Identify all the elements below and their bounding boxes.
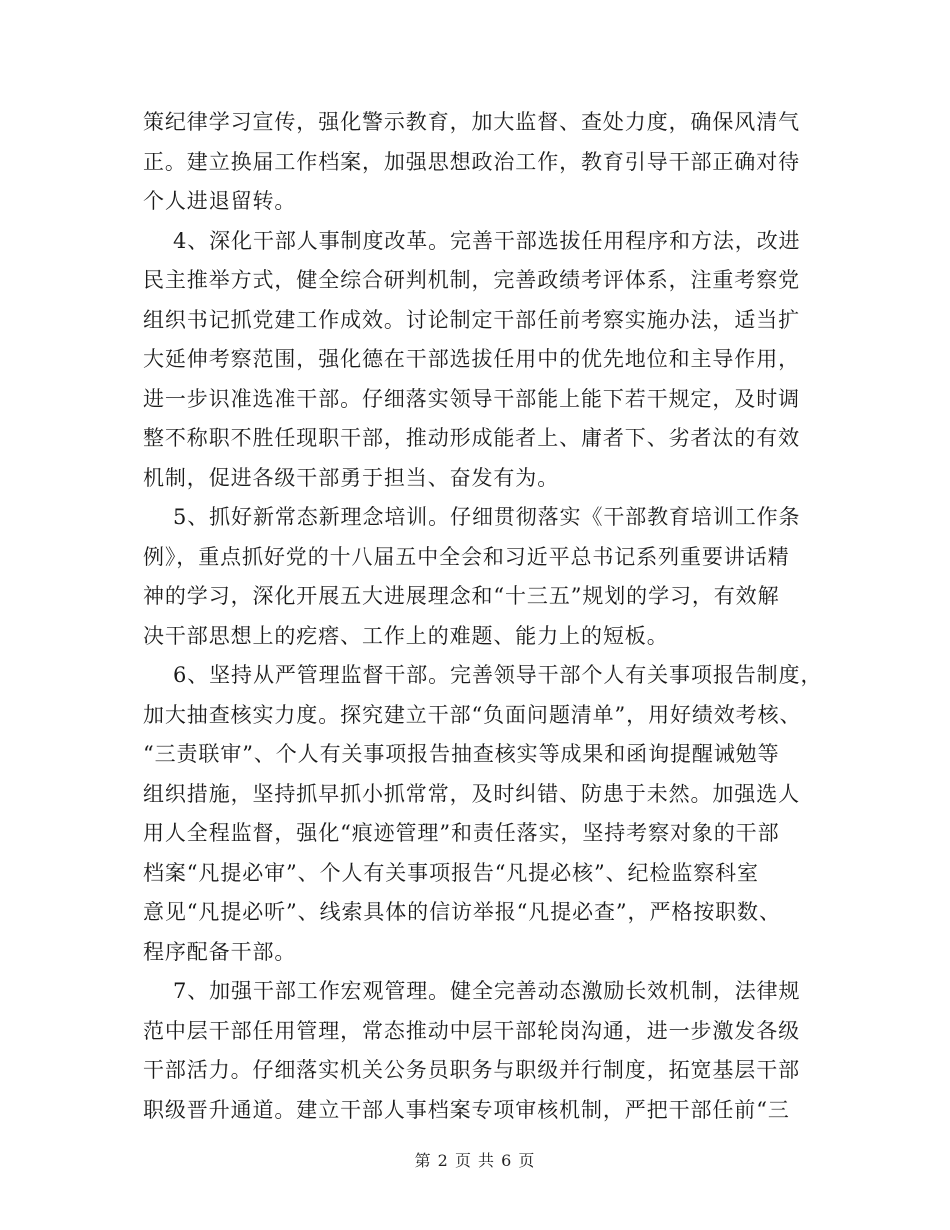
text-line: 个人进退留转。 xyxy=(143,189,297,213)
paragraph-start-line: 5、抓好新常态新理念培训。仔细贯彻落实《干部教育培训工作条 xyxy=(173,505,801,529)
text-line: 用人全程监督，强化“痕迹管理”和责任落实，坚持考察对象的干部 xyxy=(143,821,780,845)
text-line: 干部活力。仔细落实机关公务员职务与职级并行制度，拓宽基层干部 xyxy=(143,1058,800,1082)
text-line: 职级晋升通道。建立干部人事档案专项审核机制，严把干部任前“三 xyxy=(143,1097,790,1122)
text-line: 大延伸考察范围，强化德在干部选拔任用中的优先地位和主导作用， xyxy=(143,347,800,371)
text-line: 策纪律学习宣传，强化警示教育，加大监督、查处力度，确保风清气 xyxy=(143,110,800,134)
text-line: 意见“凡提必听”、线索具体的信访举报“凡提必查”，严格按职数、 xyxy=(143,900,781,924)
text-line: 档案“凡提必审”、个人有关事项报告“凡提必核”、纪检监察科室 xyxy=(143,860,759,885)
text-line: 组织措施，坚持抓早抓小抓常常，及时纠错、防患于未然。加强选人 xyxy=(143,781,800,806)
text-line: 决干部思想上的疙瘩、工作上的难题、能力上的短板。 xyxy=(143,623,669,648)
text-line: 神的学习，深化开展五大进展理念和“十三五”规划的学习，有效解 xyxy=(143,584,780,608)
text-line: 机制，促进各级干部勇于担当、奋发有为。 xyxy=(143,465,560,490)
text-line: 正。建立换届工作档案，加强思想政治工作，教育引导干部正确对待 xyxy=(143,149,800,174)
text-line: “三责联审”、个人有关事项报告抽查核实等成果和函询提醒诫勉等 xyxy=(143,742,780,766)
paragraph-start-line: 7、加强干部工作宏观管理。健全完善动态激励长效机制，法律规 xyxy=(173,979,801,1003)
page-number-footer: 第 2 页 共 6 页 xyxy=(414,1151,536,1170)
text-line: 程序配备干部。 xyxy=(143,939,297,964)
paragraph-start-line: 6、坚持从严管理监督干部。完善领导干部个人有关事项报告制度， xyxy=(173,663,823,687)
text-line: 范中层干部任用管理，常态推动中层干部轮岗沟通，进一步激发各级 xyxy=(143,1018,800,1043)
body-text xyxy=(143,103,823,1130)
text-line: 例》，重点抓好党的十八届五中全会和习近平总书记系列重要讲话精 xyxy=(143,544,790,569)
text-line: 民主推举方式，健全综合研判机制，完善政绩考评体系，注重考察党 xyxy=(143,268,800,292)
text-line: 整不称职不胜任现职干部，推动形成能者上、庸者下、劣者汰的有效 xyxy=(143,426,800,450)
text-line: 加大抽查核实力度。探究建立干部“负面问题清单”，用好绩效考核、 xyxy=(143,702,802,727)
paragraph-start-line: 4、深化干部人事制度改革。完善干部选拔任用程序和方法，改进 xyxy=(173,228,801,253)
text-line: 组织书记抓党建工作成效。讨论制定干部任前考察实施办法，适当扩 xyxy=(143,307,800,332)
text-line: 进一步识准选准干部。仔细落实领导干部能上能下若干规定，及时调 xyxy=(143,386,800,411)
